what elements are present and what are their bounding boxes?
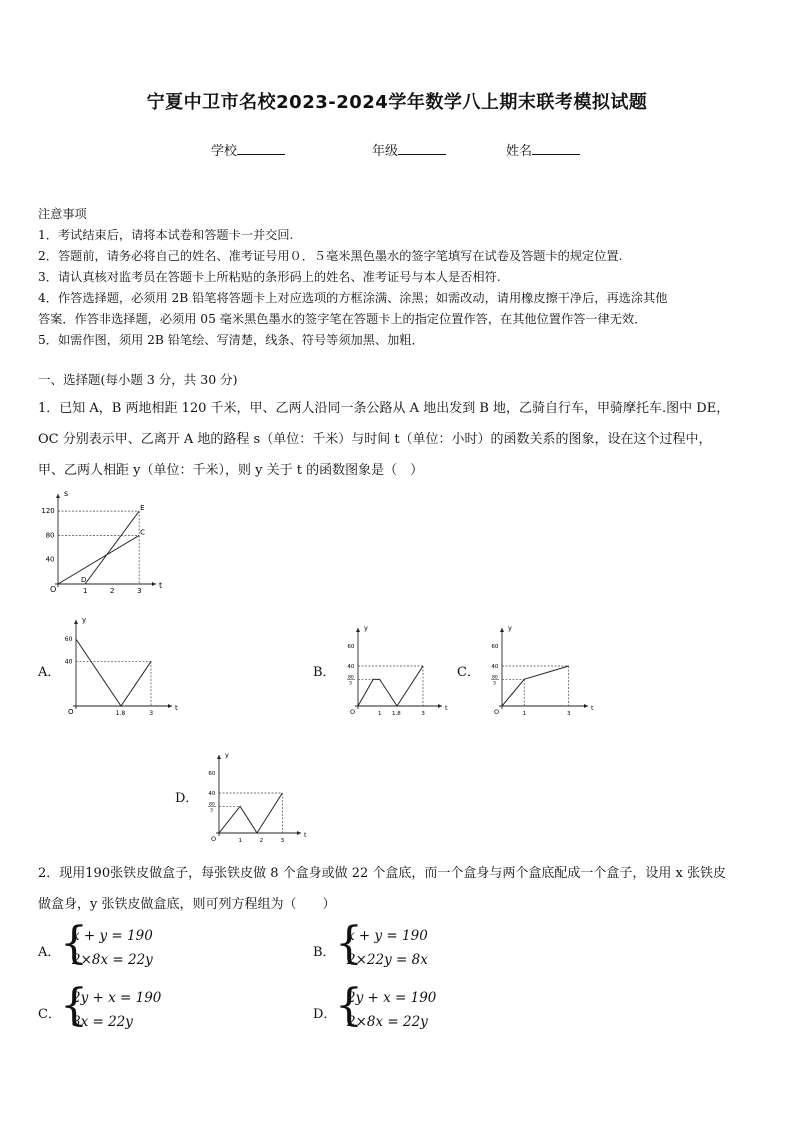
x-axis-label: t xyxy=(175,704,178,712)
y-tick-label: 120 xyxy=(41,507,55,516)
origin-label: O xyxy=(68,708,74,716)
y-tick-label: 80 xyxy=(209,802,215,808)
x-axis-label: t xyxy=(591,704,594,712)
grade-label: 年级 xyxy=(372,144,399,159)
question-2-line: 2．现用190张铁皮做盒子，每张铁皮做 8 个盒身或做 22 个盒底，而一个盒身与两个盒底配成一个盒子，设用 x 张铁皮 xyxy=(38,866,727,881)
equation: 8x = 22y xyxy=(72,1014,133,1030)
y-axis-arrow xyxy=(56,494,60,498)
x-tick-label: 1.8 xyxy=(392,711,401,717)
y-tick-label: 40 xyxy=(64,658,73,666)
notes-heading: 注意事项 xyxy=(38,207,87,221)
q2-option-d-label: D． xyxy=(313,1007,337,1022)
equation: x + y = 190 xyxy=(347,928,428,944)
x-tick-label: 1 xyxy=(238,838,242,844)
question-1-line: 1．已知 A，B 两地相距 120 千米，甲、乙两人沿同一条公路从 A 地出发到 B 地，乙骑自行车，甲骑摩托车.图中 DE， xyxy=(38,401,730,416)
y-axis-label: y xyxy=(364,624,368,632)
x-axis-label: t xyxy=(304,831,307,839)
y-tick-label: 80 xyxy=(348,675,354,681)
x-axis-arrow xyxy=(297,831,301,835)
school-blank[interactable] xyxy=(237,140,285,155)
option-a-label[interactable]: A． xyxy=(38,665,61,680)
y-tick-label: 40 xyxy=(45,555,55,564)
y-tick-label: 80 xyxy=(45,531,55,540)
x-tick-label: 3 xyxy=(280,838,285,844)
option-b-graph[interactable] xyxy=(336,620,448,720)
x-axis-arrow xyxy=(152,582,156,586)
option-b-label[interactable]: B． xyxy=(313,665,336,680)
y-tick-label: 60 xyxy=(491,644,499,650)
equation: 2×8x = 22y xyxy=(72,952,153,968)
y-tick-label: 80 xyxy=(492,675,498,681)
y-tick-label: 60 xyxy=(347,644,355,650)
x-axis-arrow xyxy=(584,704,588,708)
equation: 2×8x = 22y xyxy=(347,1014,428,1030)
y-axis-arrow xyxy=(217,755,221,759)
y-tick-label: 40 xyxy=(491,664,499,670)
question-2 xyxy=(38,858,760,920)
name-blank[interactable] xyxy=(532,140,580,155)
series-line xyxy=(358,666,423,706)
x-tick-label: 2 xyxy=(110,587,115,595)
question-1 xyxy=(38,393,760,486)
series-line-oc xyxy=(58,535,139,584)
x-tick-label: 1 xyxy=(522,711,527,717)
note-item: 2．答题前，请务必将自己的姓名、准考证号用０．５毫米黑色墨水的签字笔填写在试卷及答题卡的规定位置. xyxy=(38,249,623,263)
x-tick-label: 1 xyxy=(378,711,382,717)
y-axis-label: y xyxy=(508,624,512,632)
point-label: C xyxy=(140,528,146,537)
note-item: 4．作答选择题，必须用 2B 铅笔将答题卡上对应选项的方框涂满、涂黑；如需改动，请用橡皮擦干净后，再选涂其他 xyxy=(38,291,668,305)
name-field xyxy=(506,140,580,159)
left-brace: { xyxy=(335,918,363,969)
equation: 2y + x = 190 xyxy=(72,990,162,1006)
question-2-line: 做盒身，y 张铁皮做盒底，则可列方程组为（ ） xyxy=(38,897,336,912)
y-tick-label: 40 xyxy=(208,791,216,797)
q2-option-b-label: B． xyxy=(313,945,336,960)
y-tick-label: 40 xyxy=(347,664,355,670)
origin-label: O xyxy=(494,708,500,716)
name-label: 姓名 xyxy=(506,144,533,159)
equation: 2y + x = 190 xyxy=(347,990,437,1006)
y-axis-label: s xyxy=(64,489,69,498)
series-line-de xyxy=(85,511,139,584)
x-axis-arrow xyxy=(438,704,442,708)
left-brace: { xyxy=(335,980,363,1031)
y-tick-label: 60 xyxy=(64,636,73,644)
origin-label: O xyxy=(350,708,356,716)
grade-field xyxy=(372,140,446,159)
note-item: 答案．作答非选择题，必须用 05 毫米黑色墨水的签字笔在答题卡上的指定位置作答，在其他位置作答一律无效． xyxy=(38,312,647,326)
page-title: 宁夏中卫市名校2023-2024学年数学八上期末联考模拟试题 xyxy=(146,92,648,113)
point-label: E xyxy=(140,504,145,513)
school-field xyxy=(211,140,285,159)
x-axis-label: t xyxy=(159,581,163,590)
x-tick-label: 3 xyxy=(421,711,425,717)
x-tick-label: 3 xyxy=(137,587,142,595)
q2-option-a-label: A． xyxy=(38,945,61,960)
series-line xyxy=(76,639,151,706)
notes-block xyxy=(38,204,768,351)
left-brace: { xyxy=(60,918,88,969)
y-tick-label: 3 xyxy=(210,808,213,814)
grade-blank[interactable] xyxy=(398,140,446,155)
school-label: 学校 xyxy=(211,144,238,159)
note-item: 5．如需作图，须用 2B 铅笔绘、写清楚，线条、符号等须加黑、加粗． xyxy=(38,333,424,347)
x-tick-label: 1.8 xyxy=(115,710,126,717)
option-d-graph[interactable] xyxy=(197,745,309,847)
y-axis-label: y xyxy=(225,751,229,759)
y-tick-label: 3 xyxy=(349,681,352,687)
question-1-line: 甲、乙两人相距 y（单位：千米），则 y 关于 t 的函数图象是（ ） xyxy=(38,463,424,478)
series-line xyxy=(502,666,569,706)
y-axis-arrow xyxy=(356,628,360,632)
x-tick-label: 3 xyxy=(567,711,571,717)
option-c-label[interactable]: C． xyxy=(457,665,480,680)
y-axis-arrow xyxy=(500,628,504,632)
x-axis-label: t xyxy=(445,704,448,712)
left-brace: { xyxy=(60,980,88,1031)
origin-label: O xyxy=(50,585,57,594)
question-1-line: OC 分别表示甲、乙离开 A 地的路程 s（单位：千米）与时间 t（单位：小时）的函数关系的图象，设在这个过程中， xyxy=(38,432,712,447)
y-axis-arrow xyxy=(74,620,78,624)
note-item: 1．考试结束后，请将本试卷和答题卡一并交回. xyxy=(38,228,294,242)
y-axis-label: y xyxy=(82,616,87,624)
series-line xyxy=(219,793,282,833)
section-title: 一、选择题(每小题 3 分，共 30 分) xyxy=(38,372,238,387)
x-tick-label: 2 xyxy=(259,838,264,844)
equation: 2×22y = 8x xyxy=(347,952,428,968)
origin-label: O xyxy=(211,835,217,843)
x-tick-label: 3 xyxy=(149,710,154,717)
x-tick-label: 1 xyxy=(82,587,88,595)
x-axis-arrow xyxy=(168,704,172,708)
y-tick-label: 60 xyxy=(208,771,216,777)
option-c-graph[interactable] xyxy=(478,620,598,720)
equation: x + y = 190 xyxy=(72,928,153,944)
point-label: D xyxy=(81,576,87,584)
option-d-label[interactable]: D． xyxy=(175,791,199,806)
q2-option-c-label: C． xyxy=(38,1007,61,1022)
main-graph xyxy=(40,484,170,602)
note-item: 3．请认真核对监考员在答题卡上所粘贴的条形码上的姓名、准考证号与本人是否相符. xyxy=(38,270,501,284)
option-a-graph[interactable] xyxy=(58,614,180,724)
y-tick-label: 3 xyxy=(493,681,496,687)
